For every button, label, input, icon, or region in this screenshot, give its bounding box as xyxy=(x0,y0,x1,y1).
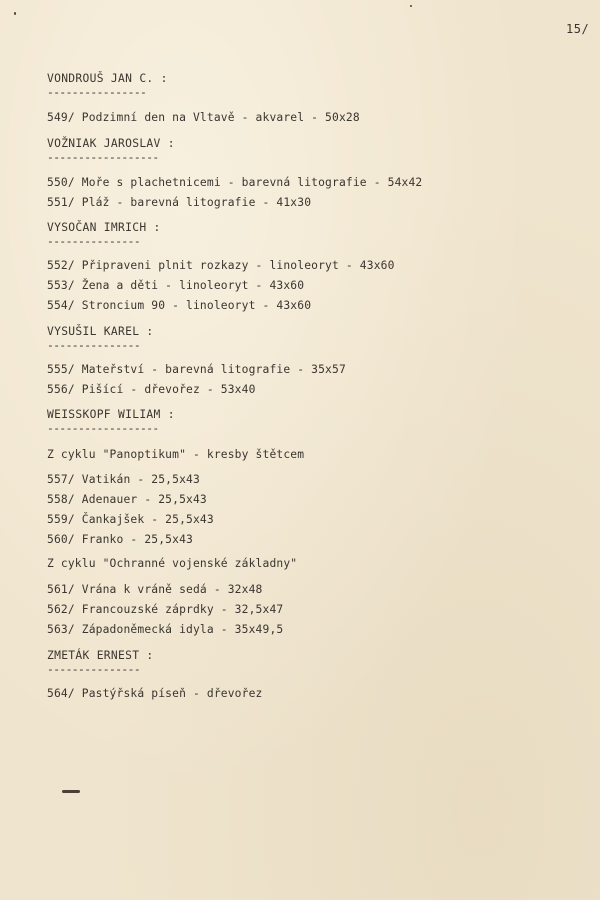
artist-heading-vysusil: VYSUŠIL KAREL : xyxy=(47,325,154,338)
catalog-entry-556: 556/ Pišící - dřevořez - 53x40 xyxy=(47,383,256,396)
page-number: 15/ xyxy=(566,22,590,36)
heading-underline: --------------- xyxy=(47,339,141,352)
artist-heading-vozniak: VOŽNIAK JAROSLAV : xyxy=(47,137,175,150)
artist-heading-weisskopf: WEISSKOPF WILIAM : xyxy=(47,408,175,421)
catalog-entry-563: 563/ Západoněmecká idyla - 35x49,5 xyxy=(47,623,284,636)
catalog-entry-552: 552/ Připraveni plnit rozkazy - linoleoryt - 43x60 xyxy=(47,259,395,272)
catalog-entry-564: 564/ Pastýřská píseň - dřevořez xyxy=(47,687,263,700)
catalog-entry-560: 560/ Franko - 25,5x43 xyxy=(47,533,193,546)
heading-underline: ------------------ xyxy=(47,151,159,164)
catalog-entry-549: 549/ Podzimní den na Vltavě - akvarel - 50x28 xyxy=(47,111,360,124)
cycle-title-panoptikum: Z cyklu "Panoptikum" - kresby štětcem xyxy=(47,448,305,461)
heading-underline: ---------------- xyxy=(47,86,147,99)
catalog-entry-559: 559/ Čankajšek - 25,5x43 xyxy=(47,513,214,526)
catalog-entry-553: 553/ Žena a děti - linoleoryt - 43x60 xyxy=(47,279,305,292)
paper-speck xyxy=(14,12,16,15)
artist-heading-zmetak: ZMETÁK ERNEST : xyxy=(47,649,154,662)
paper-speck xyxy=(410,5,412,7)
catalog-entry-561: 561/ Vrána k vráně sedá - 32x48 xyxy=(47,583,263,596)
heading-underline: --------------- xyxy=(47,235,141,248)
heading-underline: ------------------ xyxy=(47,422,159,435)
ink-smudge xyxy=(62,790,80,793)
catalog-entry-562: 562/ Francouzské záprdky - 32,5x47 xyxy=(47,603,284,616)
heading-underline: --------------- xyxy=(47,663,141,676)
catalog-entry-558: 558/ Adenauer - 25,5x43 xyxy=(47,493,207,506)
catalog-entry-555: 555/ Mateřství - barevná litografie - 35x57 xyxy=(47,363,346,376)
cycle-title-ochranne-zakladny: Z cyklu "Ochranné vojenské základny" xyxy=(47,557,298,570)
catalog-entry-551: 551/ Pláž - barevná litografie - 41x30 xyxy=(47,196,312,209)
catalog-entry-554: 554/ Stroncium 90 - linoleoryt - 43x60 xyxy=(47,299,312,312)
catalog-entry-550: 550/ Moře s plachetnicemi - barevná litografie - 54x42 xyxy=(47,176,423,189)
artist-heading-vysocan: VYSOČAN IMRICH : xyxy=(47,221,161,234)
catalog-entry-557: 557/ Vatikán - 25,5x43 xyxy=(47,473,200,486)
artist-heading-vondrous: VONDROUŠ JAN C. : xyxy=(47,72,168,85)
